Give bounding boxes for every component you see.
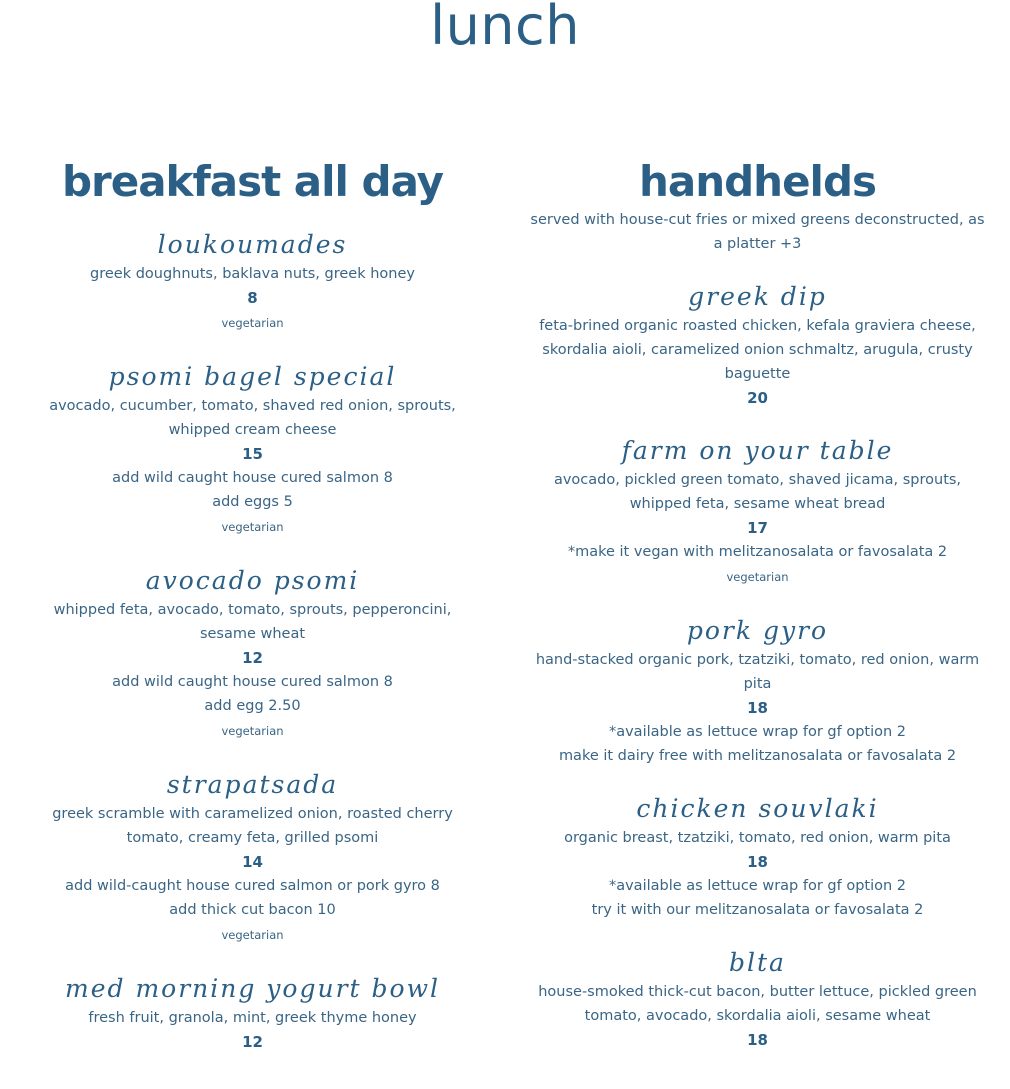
item-name: strapatsada <box>166 770 339 799</box>
item-extra: *available as lettuce wrap for gf option 2 <box>608 724 907 740</box>
item-extra: add wild caught house cured salmon 8 <box>112 470 393 486</box>
menu-item-chicken-souvlaki <box>530 792 985 922</box>
item-price: 17 <box>747 519 768 537</box>
item-price: 8 <box>247 289 258 307</box>
menu-item-psomi-bagel-special <box>25 360 480 540</box>
item-name: avocado psomi <box>145 566 360 595</box>
item-extra: add egg 2.50 <box>204 698 301 714</box>
section-heading-breakfast: breakfast all day <box>61 157 444 206</box>
item-extra: add wild-caught house cured salmon or pork gyro 8 <box>65 878 440 894</box>
item-description: whipped feta, avocado, tomato, sprouts, pepperoncini, sesame wheat <box>53 602 452 642</box>
item-description: hand-stacked organic pork, tzatziki, tomato, red onion, warm pita <box>535 652 980 692</box>
menu-item-pork-gyro <box>530 614 985 768</box>
item-extra: add eggs 5 <box>212 494 293 510</box>
item-name: loukoumades <box>157 230 348 259</box>
item-price: 12 <box>242 649 263 667</box>
item-tag: vegetarian <box>221 724 284 738</box>
handhelds-column <box>530 156 985 1052</box>
item-name: psomi bagel special <box>108 362 397 391</box>
item-description: greek doughnuts, baklava nuts, greek honey <box>90 266 415 282</box>
menu-item-blta <box>530 946 985 1052</box>
item-tag: vegetarian <box>221 928 284 942</box>
item-description: avocado, cucumber, tomato, shaved red onion, sprouts, whipped cream cheese <box>49 398 456 438</box>
menu-item-med-morning-yogurt-bowl <box>25 972 480 1054</box>
item-description: feta-brined organic roasted chicken, kefala graviera cheese, skordalia aioli, caramelized onion schmaltz, arugula, crusty baguette <box>539 318 976 382</box>
item-description: organic breast, tzatziki, tomato, red onion, warm pita <box>564 830 951 846</box>
item-description: fresh fruit, granola, mint, greek thyme honey <box>88 1010 417 1026</box>
item-name: chicken souvlaki <box>636 794 879 823</box>
menu-item-avocado-psomi <box>25 564 480 744</box>
menu-item-loukoumades <box>25 228 480 336</box>
item-name: pork gyro <box>686 616 829 645</box>
menu-item-farm-on-your-table <box>530 434 985 590</box>
item-price: 18 <box>747 699 768 717</box>
item-description: avocado, pickled green tomato, shaved jicama, sprouts, whipped feta, sesame wheat bread <box>553 472 962 512</box>
breakfast-column <box>25 156 480 1054</box>
item-price: 15 <box>242 445 263 463</box>
item-extra: make it dairy free with melitzanosalata or favosalata 2 <box>558 748 957 764</box>
item-description: house-smoked thick-cut bacon, butter lettuce, pickled green tomato, avocado, skordalia aioli, sesame wheat <box>538 984 977 1024</box>
item-extra: *make it vegan with melitzanosalata or favosalata 2 <box>567 544 948 560</box>
item-price: 12 <box>242 1033 263 1051</box>
item-extra: *available as lettuce wrap for gf option 2 <box>608 878 907 894</box>
section-heading-handhelds: handhelds <box>638 157 877 206</box>
item-price: 18 <box>747 1031 768 1049</box>
item-extra: try it with our melitzanosalata or favosalata 2 <box>591 902 924 918</box>
item-name: farm on your table <box>621 436 894 465</box>
menu-item-strapatsada <box>25 768 480 948</box>
item-price: 14 <box>242 853 263 871</box>
item-price: 18 <box>747 853 768 871</box>
item-extra: add wild caught house cured salmon 8 <box>112 674 393 690</box>
item-name: blta <box>729 948 786 977</box>
item-tag: vegetarian <box>221 520 284 534</box>
item-name: med morning yogurt bowl <box>65 974 440 1003</box>
item-name: greek dip <box>688 282 827 311</box>
item-description: greek scramble with caramelized onion, roasted cherry tomato, creamy feta, grilled psomi <box>52 806 453 846</box>
item-tag: vegetarian <box>221 316 284 330</box>
item-price: 20 <box>747 389 768 407</box>
section-note: served with house-cut fries or mixed greens deconstructed, as a platter +3 <box>530 212 985 252</box>
menu-item-greek-dip <box>530 280 985 410</box>
item-extra: add thick cut bacon 10 <box>169 902 336 918</box>
item-tag: vegetarian <box>726 570 789 584</box>
page-title: lunch <box>430 0 580 57</box>
